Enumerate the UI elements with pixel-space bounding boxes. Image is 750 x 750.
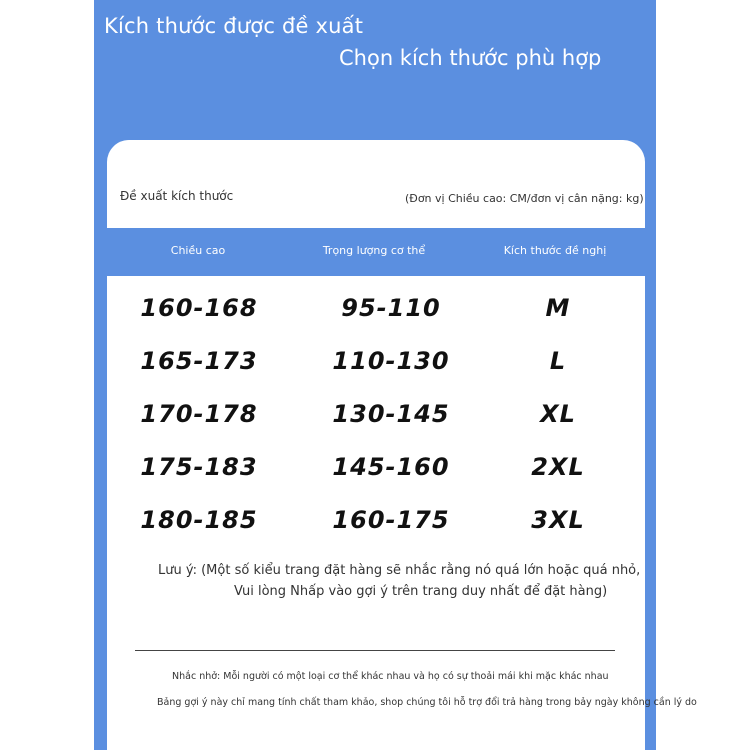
table-cell-weight: 95-110 <box>341 294 441 322</box>
size-note-line-2: Vui lòng Nhấp vào gợi ý trên trang duy nhất để đặt hàng) <box>234 584 608 599</box>
table-cell-height: 170-178 <box>140 400 258 428</box>
table-cell-size: 2XL <box>531 453 585 481</box>
reminder-text: Nhắc nhở: Mỗi người có một loại cơ thể khác nhau và họ có sự thoải mái khi mặc khác nhau <box>172 671 609 682</box>
table-cell-height: 165-173 <box>140 347 258 375</box>
table-cell-weight: 110-130 <box>332 347 450 375</box>
table-cell-height: 180-185 <box>140 506 258 534</box>
table-cell-size: M <box>545 294 571 322</box>
page-title: Kích thước được đề xuất <box>104 14 364 38</box>
table-cell-weight: 130-145 <box>332 400 450 428</box>
table-cell-size: XL <box>540 400 576 428</box>
page-subtitle: Chọn kích thước phù hợp <box>339 46 602 70</box>
table-cell-size: L <box>549 347 567 375</box>
size-note-line-1: Lưu ý: (Một số kiểu trang đặt hàng sẽ nhắc rằng nó quá lớn hoặc quá nhỏ, <box>158 563 641 578</box>
table-cell-weight: 145-160 <box>332 453 450 481</box>
table-cell-size: 3XL <box>531 506 585 534</box>
card-header <box>107 140 645 228</box>
divider <box>135 650 615 651</box>
suggestion-label: Đề xuất kích thước <box>120 189 234 203</box>
table-cell-weight: 160-175 <box>332 506 450 534</box>
unit-note: (Đơn vị Chiều cao: CM/đơn vị cân nặng: kg) <box>405 192 644 205</box>
column-header-size: Kích thước đề nghị <box>503 244 607 257</box>
column-header-weight: Trọng lượng cơ thể <box>322 244 426 257</box>
disclaimer-text: Bảng gợi ý này chỉ mang tính chất tham khảo, shop chúng tôi hỗ trợ đổi trả hàng trong bảy ngày không cần lý do <box>157 697 697 708</box>
column-header-height: Chiều cao <box>170 244 226 257</box>
table-cell-height: 175-183 <box>140 453 258 481</box>
table-cell-height: 160-168 <box>140 294 258 322</box>
